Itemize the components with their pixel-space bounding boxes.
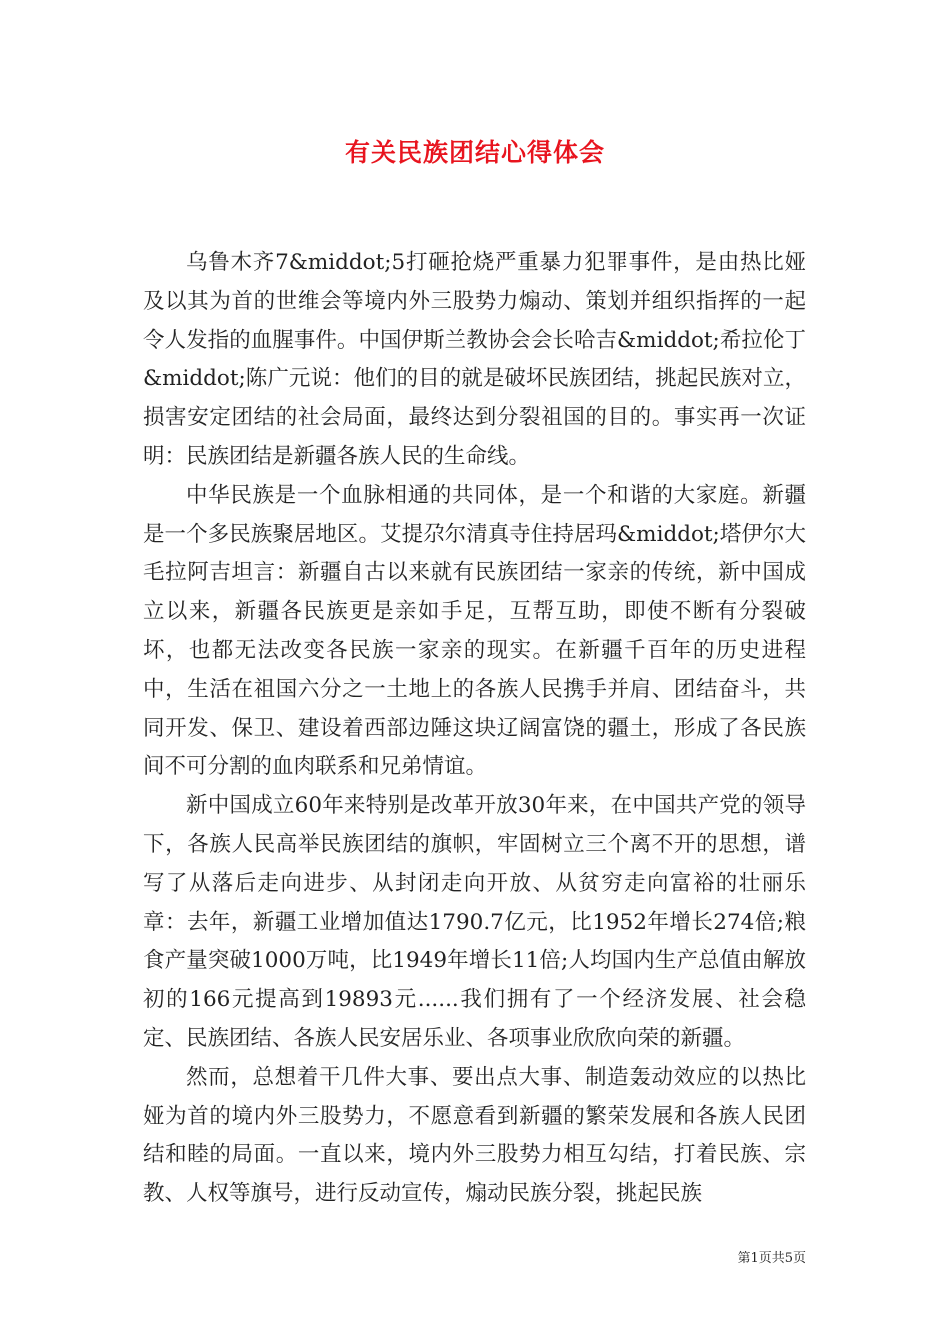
page-number: 第1页共5页 bbox=[737, 1251, 806, 1266]
paragraph-2: 中华民族是一个血脉相通的共同体，是一个和谐的大家庭。新疆是一个多民族聚居地区。艾提尕尔清真寺住持居玛&middot;塔伊尔大毛拉阿吉坦言：新疆自古以来就有民族团结一家亲的传统，新中国成立以来，新疆各民族更是亲如手足，互帮互助，即使不断有分裂破坏，也都无法改变各民族一家亲的现实。在新疆千百年的历史进程中，生活在祖国六分之一土地上的各族人民携手并肩、团结奋斗，共同开发、保卫、建设着西部边陲这块辽阔富饶的疆土，形成了各民族间不可分割的血肉联系和兄弟情谊。 bbox=[143, 482, 806, 780]
paragraph-3: 新中国成立60年来特别是改革开放30年来，在中国共产党的领导下，各族人民高举民族团结的旗帜，牢固树立三个离不开的思想，谱写了从落后走向进步、从封闭走向开放、从贫穷走向富裕的壮丽乐章：去年，新疆工业增加值达1790.7亿元，比1952年增长274倍;粮食产量突破1000万吨，比1949年增长11倍;人均国内生产总值由解放初的166元提高到19893元......我们拥有了一个经济发展、社会稳定、民族团结、各族人民安居乐业、各项事业欣欣向荣的新疆。 bbox=[143, 793, 806, 1051]
paragraph-1: 乌鲁木齐7&middot;5打砸抢烧严重暴力犯罪事件，是由热比娅及以其为首的世维会等境内外三股势力煽动、策划并组织指挥的一起令人发指的血腥事件。中国伊斯兰教协会会长哈吉&middot;希拉伦丁&middot;陈广元说：他们的目的就是破坏民族团结，挑起民族对立，损害安定团结的社会局面，最终达到分裂祖国的目的。事实再一次证明：民族团结是新疆各族人民的生命线。 bbox=[143, 250, 806, 469]
paragraph-4: 然而，总想着干几件大事、要出点大事、制造轰动效应的以热比娅为首的境内外三股势力，不愿意看到新疆的繁荣发展和各族人民团结和睦的局面。一直以来，境内外三股势力相互勾结，打着民族、宗教、人权等旗号，进行反动宣传，煽动民族分裂，挑起民族 bbox=[143, 1064, 806, 1207]
document-body bbox=[143, 244, 806, 1214]
document-title: 有关民族团结心得体会 bbox=[344, 138, 605, 167]
